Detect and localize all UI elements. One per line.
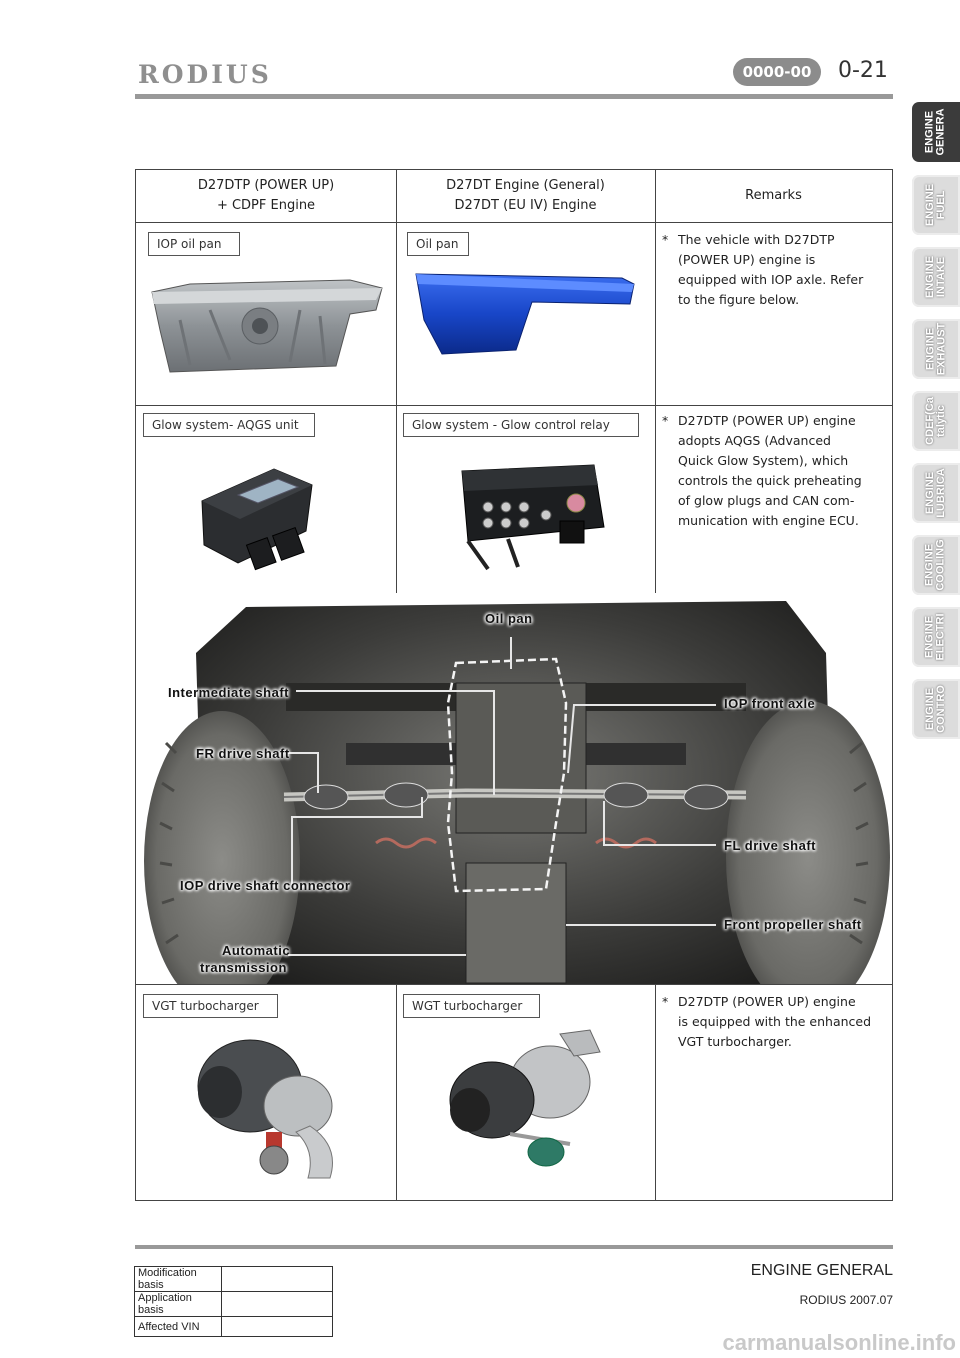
table-divider xyxy=(136,984,892,985)
oil-pan-photo xyxy=(412,270,638,365)
wgt-turbocharger-label: WGT turbocharger xyxy=(403,994,540,1018)
callout-front-propeller-shaft: Front propeller shaft xyxy=(724,917,862,932)
side-tab-engine-fuel[interactable] xyxy=(912,175,960,235)
callout-oil-pan: Oil pan xyxy=(485,611,533,626)
wgt-turbocharger-photo xyxy=(440,1026,610,1182)
table-divider xyxy=(396,170,397,593)
table-divider xyxy=(655,170,656,593)
rodius-logo: RODIUS xyxy=(138,60,272,89)
table-divider xyxy=(396,984,397,1201)
side-tab-cdpf[interactable] xyxy=(912,391,960,451)
iop-oil-pan-label: IOP oil pan xyxy=(148,232,240,256)
callout-iop-front-axle: IOP front axle xyxy=(724,696,816,711)
section-code-badge: 0000-00 xyxy=(733,58,821,86)
side-tab-engine-electrical[interactable] xyxy=(912,607,960,667)
header-line: D27DT Engine (General) xyxy=(446,178,605,193)
side-tab-label: CDEF(Ca talytic xyxy=(923,397,947,445)
remark-bullet: * xyxy=(662,994,669,1009)
side-tab-label: ENGINE EXHAUST xyxy=(924,322,947,376)
remark-bullet: * xyxy=(662,413,669,428)
page-number: 0-21 xyxy=(838,58,888,83)
side-tab-engine-cooling[interactable] xyxy=(912,535,960,595)
side-tab-label: ENGINE COOLING xyxy=(924,539,947,591)
table-divider xyxy=(136,405,892,406)
side-tab-label: ENGINE ELECTRI xyxy=(924,613,947,661)
callout-iop-drive-shaft-connector: IOP drive shaft connector xyxy=(180,878,351,893)
side-tab-engine-intake[interactable] xyxy=(912,247,960,307)
header-col-power-up xyxy=(136,170,396,222)
callout-fr-drive-shaft: FR drive shaft xyxy=(196,746,290,761)
vgt-turbocharger-photo xyxy=(180,1032,360,1182)
header-line: + CDPF Engine xyxy=(216,198,316,213)
side-tab-label: ENGINE INTAKE xyxy=(924,255,947,299)
modification-key: Affected VIN xyxy=(135,1317,222,1337)
turbo-remark xyxy=(662,992,888,1052)
modification-value xyxy=(222,1292,333,1317)
side-tab-engine-exhaust[interactable] xyxy=(912,319,960,379)
modification-key: Application basis xyxy=(135,1292,222,1317)
footer-section-title: ENGINE GENERAL xyxy=(750,1262,893,1279)
remark-bullet: * xyxy=(662,232,669,247)
modification-key: Modification basis xyxy=(135,1267,222,1292)
vgt-turbocharger-label: VGT turbocharger xyxy=(143,994,278,1018)
side-tab-label: ENGINE CONTRO xyxy=(923,685,947,733)
footer-model-date: RODIUS 2007.07 xyxy=(799,1293,893,1307)
callout-fl-drive-shaft: FL drive shaft xyxy=(724,838,817,853)
modification-table xyxy=(134,1266,333,1337)
aqgs-unit-label: Glow system- AQGS unit xyxy=(143,413,315,437)
modification-row xyxy=(135,1267,333,1292)
glow-control-relay-photo xyxy=(448,457,608,575)
header-col-general xyxy=(396,170,655,222)
modification-row xyxy=(135,1317,333,1337)
iop-oil-pan-photo xyxy=(150,270,386,375)
callout-intermediate-shaft: Intermediate shaft xyxy=(168,685,289,700)
glow-control-relay-label: Glow system - Glow control relay xyxy=(403,413,639,437)
remark-text: The vehicle with D27DTP (POWER UP) engine is equipped with IOP axle. Refer to the figure below. xyxy=(678,232,864,307)
side-tab-engine-control[interactable] xyxy=(912,679,960,739)
oil-pan-remark xyxy=(662,230,888,310)
side-tab-engine-lubrication[interactable] xyxy=(912,463,960,523)
modification-row xyxy=(135,1292,333,1317)
side-tab-label: ENGINE LUBRICA xyxy=(924,468,947,518)
remark-text: D27DTP (POWER UP) engine adopts AQGS (Advanced Quick Glow System), which controls the quick preheating of glow plugs and CAN com- munication with engine ECU. xyxy=(678,413,862,528)
table-divider xyxy=(136,222,892,223)
header-line: D27DTP (POWER UP) xyxy=(197,178,335,193)
aqgs-unit-photo xyxy=(198,465,316,585)
watermark: carmanualsonline.info xyxy=(722,1330,956,1355)
header-rule xyxy=(135,94,893,99)
callout-automatic: Automatic xyxy=(222,943,291,958)
side-tab-engine-general[interactable] xyxy=(912,102,960,162)
modification-value xyxy=(222,1267,333,1292)
iop-axle-chassis-figure xyxy=(136,593,892,984)
header-line: Remarks xyxy=(745,188,802,203)
table-divider xyxy=(655,984,656,1201)
modification-value xyxy=(222,1317,333,1337)
callout-transmission: transmission xyxy=(200,960,287,975)
footer-rule xyxy=(135,1245,893,1249)
side-tab-label: ENGINE FUEL xyxy=(924,183,947,227)
comparison-table xyxy=(135,169,893,1201)
remark-text: D27DTP (POWER UP) engine is equipped with the enhanced VGT turbocharger. xyxy=(678,994,872,1049)
header-line: D27DT (EU IV) Engine xyxy=(454,198,597,213)
oil-pan-label: Oil pan xyxy=(407,232,469,256)
glow-remark xyxy=(662,411,888,531)
side-tab-label: ENGINE GENERA xyxy=(924,108,947,156)
header-col-remarks xyxy=(655,170,892,222)
